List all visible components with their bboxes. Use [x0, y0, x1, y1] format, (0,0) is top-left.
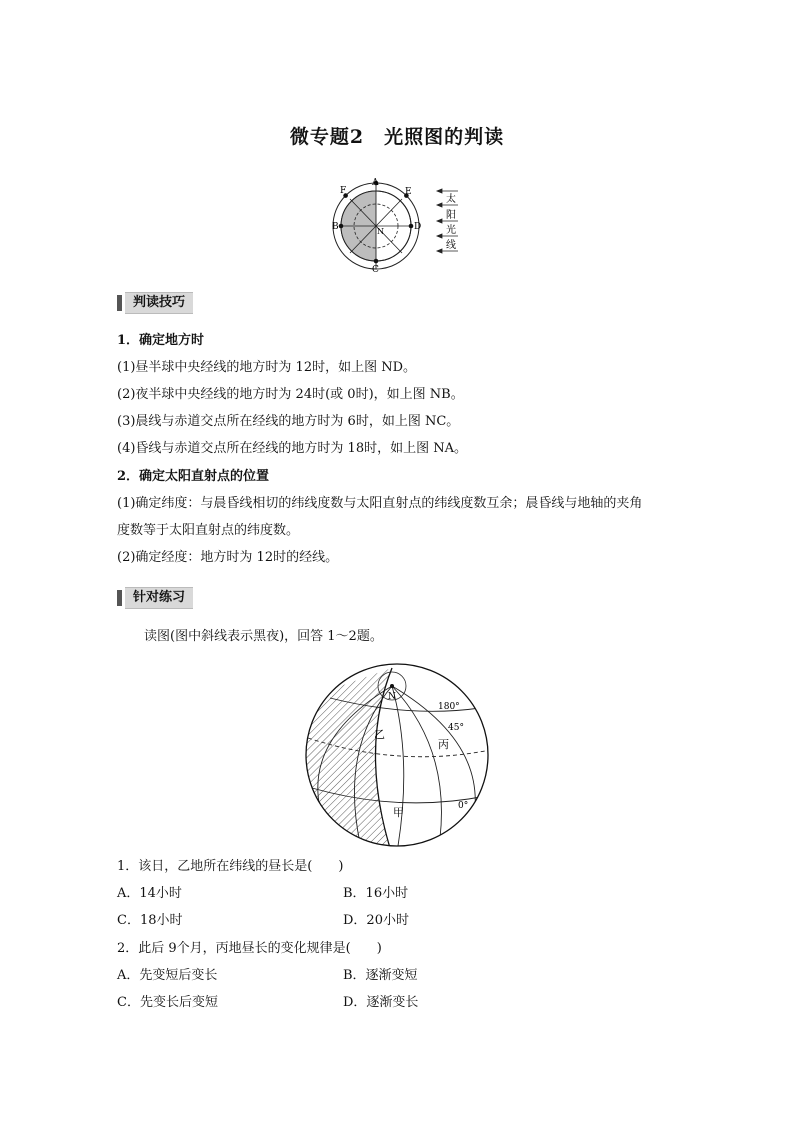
item1-line-4: (4)昏线与赤道交点所在经线的地方时为 18时，如上图 NA。	[117, 441, 467, 456]
page-title: 微专题2 光照图的判读	[289, 126, 505, 148]
question-2-option-a[interactable]: A．先变短后变长	[117, 968, 218, 983]
globe-label-bing: 丙	[438, 738, 449, 751]
label-F: F	[340, 186, 347, 196]
question-2-stem: 2．此后 9个月，丙地昼长的变化规律是( )	[117, 941, 382, 956]
item1-line-1: (1)昼半球中央经线的地方时为 12时，如上图 ND。	[117, 360, 417, 375]
item1-line-3: (3)晨线与赤道交点所在经线的地方时为 6时，如上图 NC。	[117, 414, 460, 429]
globe-label-45: 45°	[448, 723, 464, 733]
item2-title: 2．确定太阳直射点的位置	[117, 469, 270, 484]
item2-line-1: (1)确定纬度：与晨昏线相切的纬线度数与太阳直射点的纬线度数互余；晨昏线与地轴的夹角	[117, 496, 643, 511]
practice-intro: 读图(图中斜线表示黑夜)，回答 1～2题。	[144, 629, 383, 644]
item2-line-2: 度数等于太阳直射点的纬度数。	[117, 523, 300, 538]
label-A: A	[372, 178, 379, 188]
label-N: N	[377, 227, 384, 236]
section-heading-skills	[117, 292, 193, 314]
item1-title: 1．确定地方时	[117, 333, 205, 348]
question-2-option-d[interactable]: D．逐渐变长	[343, 995, 419, 1010]
question-2-option-c[interactable]: C．先变长后变短	[117, 995, 218, 1010]
sun-char-2: 阳	[446, 210, 456, 221]
section-heading-label: 针对练习	[125, 587, 193, 609]
globe-label-yi: 乙	[374, 728, 385, 741]
section-heading-practice	[117, 587, 193, 609]
sun-char-1: 太	[446, 194, 456, 205]
question-1-option-d[interactable]: D．20小时	[343, 913, 409, 928]
illumination-diagram	[326, 176, 466, 276]
section-heading-label: 判读技巧	[125, 292, 193, 314]
night-area	[306, 668, 392, 848]
label-E: E	[405, 187, 412, 197]
globe-label-0: 0°	[458, 801, 469, 811]
globe-label-jia: 甲	[393, 806, 404, 819]
label-B: B	[332, 222, 339, 232]
globe-diagram	[300, 658, 494, 852]
globe-label-N: N	[388, 692, 396, 702]
question-1-option-a[interactable]: A．14小时	[117, 886, 182, 901]
item1-line-2: (2)夜半球中央经线的地方时为 24时(或 0时)，如上图 NB。	[117, 387, 464, 402]
sun-char-4: 线	[446, 240, 456, 251]
item2-line-3: (2)确定经度：地方时为 12时的经线。	[117, 550, 339, 565]
label-C: C	[372, 265, 379, 275]
question-2-option-b[interactable]: B．逐渐变短	[343, 968, 418, 983]
question-1-option-b[interactable]: B．16小时	[343, 886, 409, 901]
label-D: D	[414, 222, 422, 232]
sun-char-3: 光	[446, 225, 456, 236]
globe-label-180: 180°	[438, 702, 460, 712]
question-1-option-c[interactable]: C．18小时	[117, 913, 183, 928]
question-1-stem: 1．该日，乙地所在纬线的昼长是( )	[117, 859, 344, 874]
